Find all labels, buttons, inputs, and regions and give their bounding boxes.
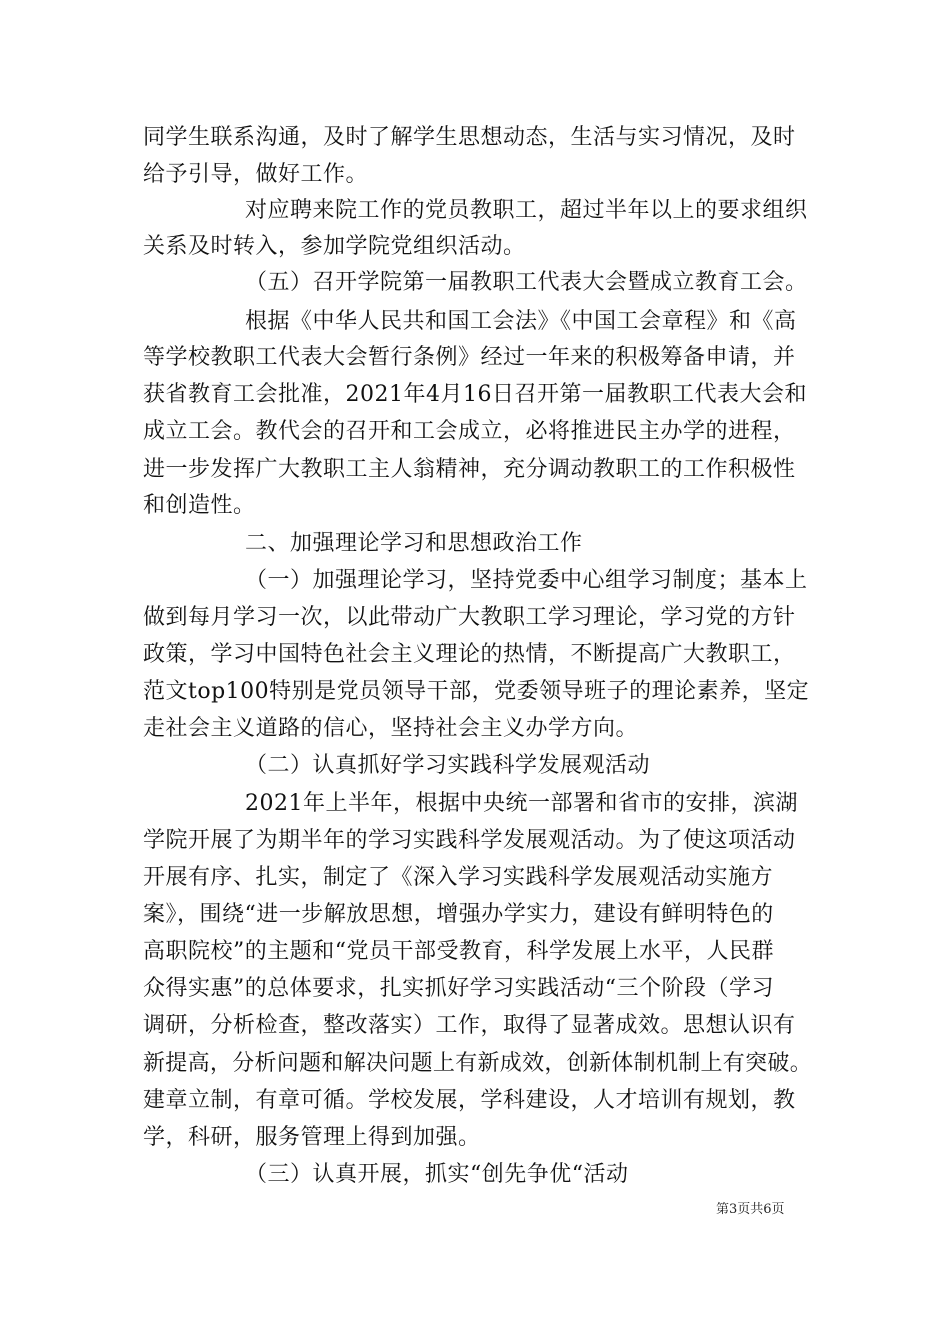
section-heading: 二、加强理论学习和思想政治工作 [245, 531, 583, 556]
body-text-line: 新提高，分析问题和解决问题上有新成效，创新体制机制上有突破。 [143, 1051, 813, 1076]
body-text-line: 关系及时转入，参加学院党组织活动。 [143, 234, 526, 259]
body-text-line: 给予引导，做好工作。 [143, 162, 369, 187]
subsection-heading: （一）加强理论学习，坚持党委中心组学习制度；基本上 [245, 568, 808, 593]
body-text-line: 同学生联系沟通，及时了解学生思想动态，生活与实习情况，及时 [143, 125, 796, 150]
body-text-line: 学，科研，服务管理上得到加强。 [143, 1125, 481, 1150]
subsection-heading: （二）认真抓好学习实践科学发展观活动 [245, 753, 651, 778]
body-text-line: 根据《中华人民共和国工会法》《中国工会章程》和《高 [245, 309, 797, 334]
body-text-line: 对应聘来院工作的党员教职工，超过半年以上的要求组织 [245, 198, 808, 223]
body-text-line: 高职院校”的主题和“党员干部受教育，科学发展上水平，人民群 [143, 939, 774, 964]
body-text-line: 进一步发挥广大教职工主人翁精神，充分调动教职工的工作积极性 [143, 457, 796, 482]
body-text-line: 成立工会。教代会的召开和工会成立，必将推进民主办学的进程， [143, 419, 796, 444]
subsection-heading: （三）认真开展，抓实“创先争优“活动 [245, 1162, 629, 1187]
body-text-line: 等学校教职工代表大会暂行条例》经过一年来的积极筹备申请，并 [143, 345, 796, 370]
body-text-line: 开展有序、扎实，制定了《深入学习实践科学发展观活动实施方 [143, 865, 774, 890]
section-heading: （五）召开学院第一届教职工代表大会暨成立教育工会。 [245, 270, 808, 295]
body-text-line: 做到每月学习一次，以此带动广大教职工学习理论，学习党的方针 [143, 605, 796, 630]
body-text-line: 和创造性。 [143, 493, 256, 518]
body-text-line: 范文top100特别是党员领导干部，党委领导班子的理论素养，坚定 [143, 679, 810, 704]
page-number-footer: 第3页共6页 [716, 1202, 785, 1217]
body-text-line: 走社会主义道路的信心，坚持社会主义办学方向。 [143, 716, 639, 741]
body-text-line: 案》，围绕“进一步解放思想，增强办学实力，建设有鲜明特色的 [143, 902, 774, 927]
body-text-line: 建章立制，有章可循。学校发展，学科建设，人才培训有规划，教 [143, 1088, 796, 1113]
body-text-line: 2021年上半年，根据中央统一部署和省市的安排，滨湖 [245, 791, 798, 816]
body-text-line: 学院开展了为期半年的学习实践科学发展观活动。为了使这项活动 [143, 828, 796, 853]
body-text-line: 众得实惠”的总体要求，扎实抓好学习实践活动“三个阶段（学习 [143, 976, 774, 1001]
body-text-line: 调研，分析检查，整改落实）工作，取得了显著成效。思想认识有 [143, 1013, 796, 1038]
body-text-line: 获省教育工会批准，2021年4月16日召开第一届教职工代表大会和 [143, 382, 807, 407]
body-text-line: 政策，学习中国特色社会主义理论的热情，不断提高广大教职工， [143, 642, 796, 667]
